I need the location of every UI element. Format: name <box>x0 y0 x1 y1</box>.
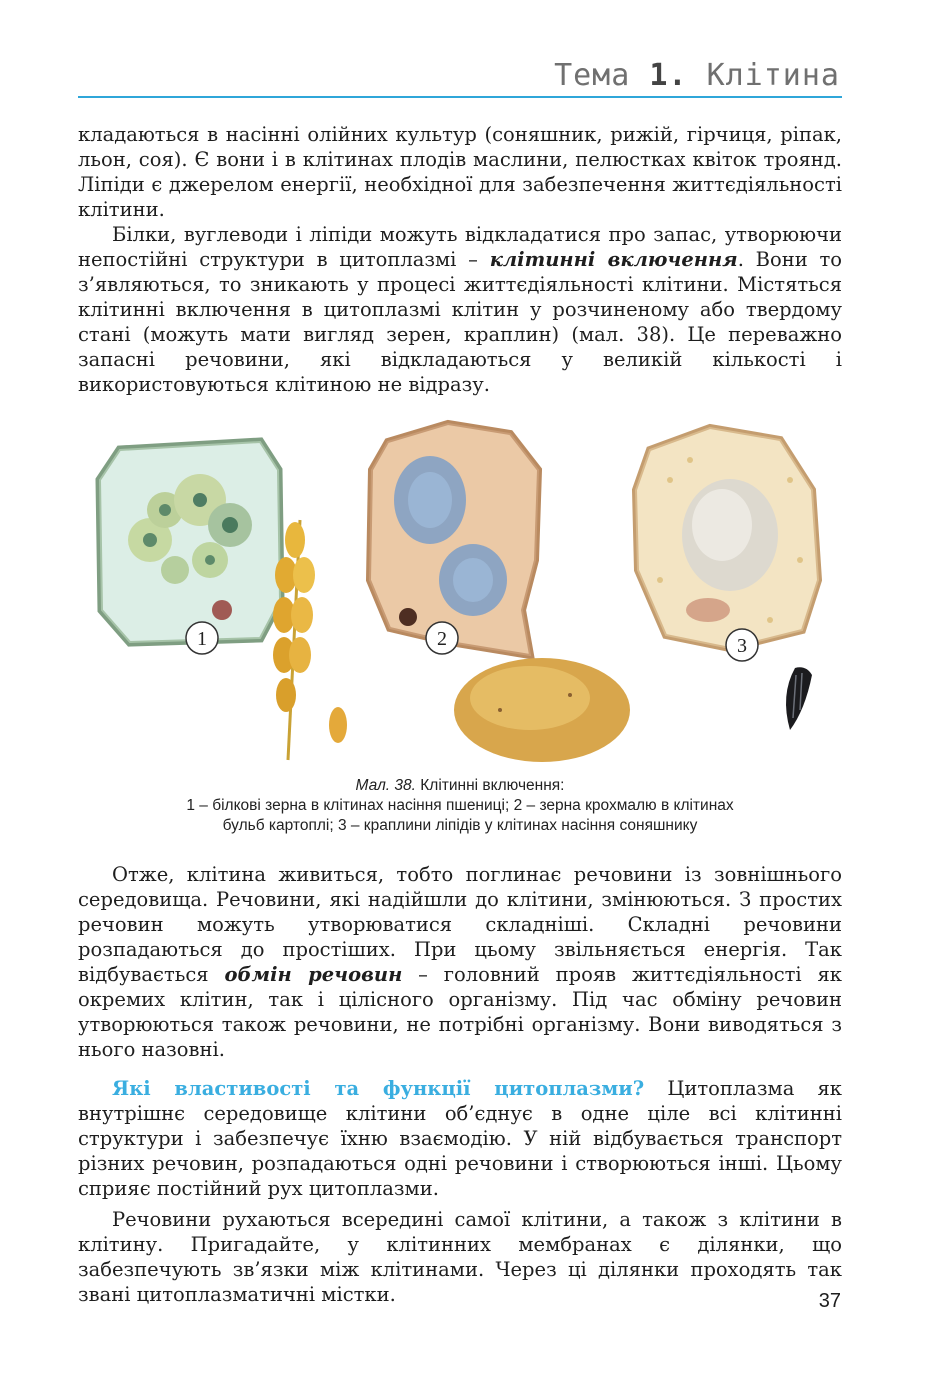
marker-label-3: 3 <box>737 635 747 657</box>
sunflower-seed-cell <box>636 428 818 661</box>
wheat-ear-image <box>273 520 347 760</box>
topic-title <box>554 58 840 93</box>
marker-label-1: 1 <box>197 628 207 650</box>
paragraph-inclusions <box>78 222 842 397</box>
figure-cell-inclusions <box>90 410 850 770</box>
paragraph-transport: Речовини рухаються всередині самої клітини, а також з клітини в клітину. Пригадайте, у клітинних мембранах є ділянки, що забезпечують зв’язки між клітинами. Через ці ділянки проходять так звані цитоплазматичні містки. <box>78 1208 842 1306</box>
paragraph-text: Отже, клітина живиться, тобто поглинає речовини із зовнішнього середовища. Речовини, які надійшли до клітини, змінюються. З простих речовин можуть утворюватися складніші. Складні речовини розпадаються до простіших. При цьому звільняється енергія. Так відбувається <box>78 863 842 986</box>
caption-line-3: бульб картоплі; 3 – краплини ліпідів у клітинах насіння соняшнику <box>222 817 698 834</box>
paragraph-cytoplasm <box>78 1076 842 1201</box>
paragraph-text: . Вони то з’являються, то зникають у процесі життєдіяльності клітини. Містяться клітинні включення в цитоплазмі клітин у розчиненому або твердому стані (можуть мати вигляд зерен, краплин) (мал. 38). Це переважно запасні речовини, які відкладаються у великій кількості і використовуються клітиною не відразу. <box>78 248 842 396</box>
caption-label: Мал. 38. <box>355 777 416 794</box>
caption-title: Клітинні включення: <box>420 777 565 794</box>
term-metabolism: обмін речовин <box>224 963 403 986</box>
potato-image <box>454 658 630 762</box>
wheat-seed-cell <box>100 442 280 654</box>
paragraph-text: Цитоплазма як внутрішнє середовище клітини об’єднує в одне ціле всі клітинні структури і забезпечує їхню взаємодію. У ній відбувається транспорт різних речовин, розпадаються одні речовини і створюються інші. Цьому сприяє постійний рух цитоплазми. <box>78 1077 842 1200</box>
text-block-bottom <box>78 862 842 1307</box>
paragraph-lipids: кладаються в насінні олійних культур (соняшник, рижій, гірчиця, ріпак, льон, соя). Є вони і в клітинах плодів маслини, пелюстках квіток троянд. Ліпіди є джерелом енергії, необхідної для забезпечення життєдіяльності клітини. <box>78 123 842 221</box>
page-header <box>78 52 842 98</box>
paragraph-text: – головний прояв життєдіяльності як окремих клітин, так і цілісного організму. Під час обміну речовин утворюються також речовини, не потрібні організму. Вони виводяться з нього назовні. <box>78 963 842 1061</box>
topic-number: 1. <box>649 58 688 93</box>
potato-tuber-cell <box>370 424 538 655</box>
caption-line-2: 1 – білкові зерна в клітинах насіння пшениці; 2 – зерна крохмалю в клітинах <box>186 797 734 814</box>
marker-label-2: 2 <box>437 628 447 650</box>
caption-title-line <box>78 776 842 796</box>
figure-caption <box>78 776 842 836</box>
section-question: Які властивості та функції цитоплазми? <box>112 1077 645 1100</box>
page-number: 37 <box>818 1290 841 1312</box>
term-cell-inclusions: клітинні включення <box>489 248 738 271</box>
paragraph-text: Білки, вуглеводи і ліпіди можуть відкладатися про запас, утворюючи непостійні структури в цитоплазмі – <box>78 223 842 271</box>
paragraph-metabolism <box>78 862 842 1062</box>
text-block-top <box>78 122 842 397</box>
topic-name: Клітина <box>706 58 840 93</box>
topic-word: Тема <box>554 58 631 93</box>
sunflower-seed-image <box>786 667 812 730</box>
